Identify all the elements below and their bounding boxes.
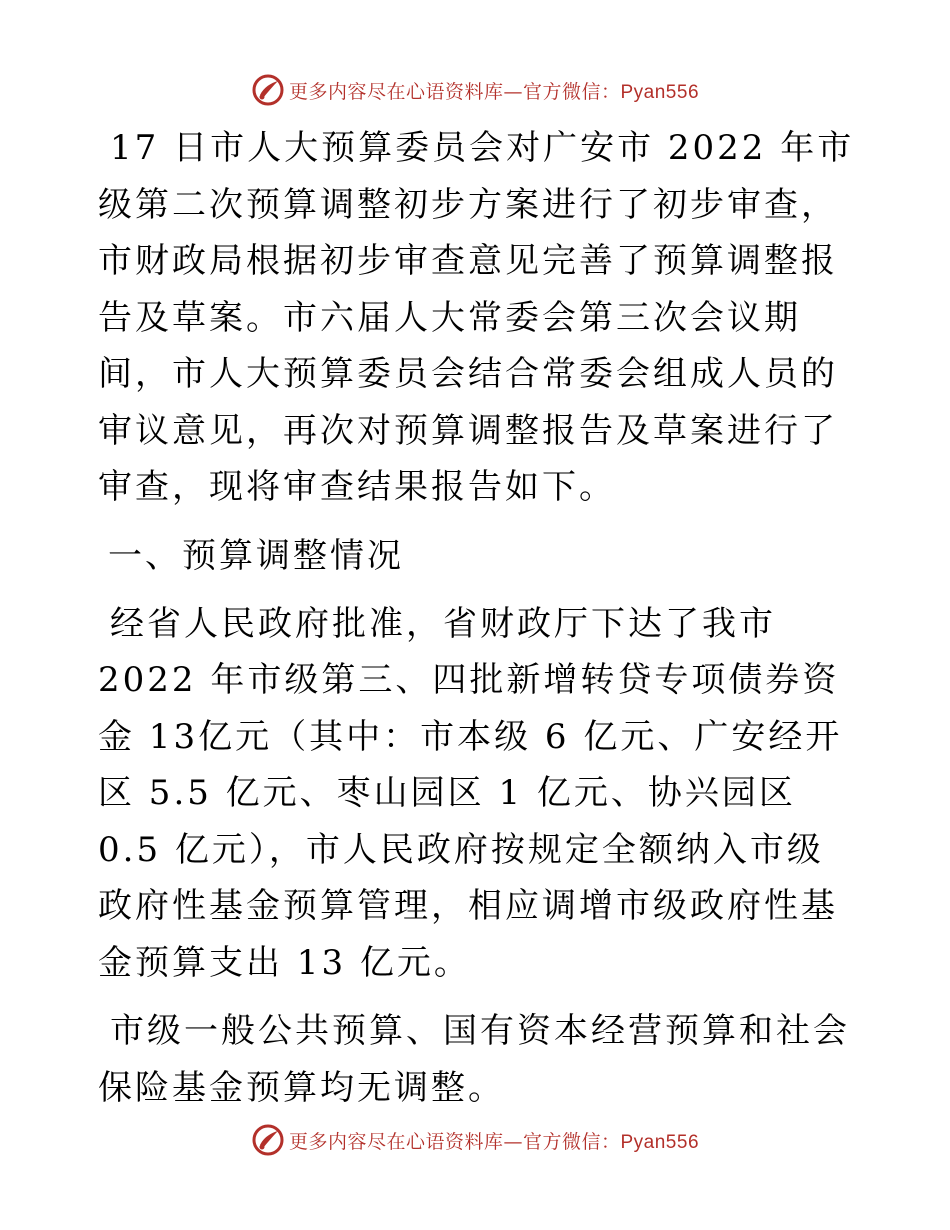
wechat-id: Pyan556 <box>620 1131 700 1153</box>
paragraph-intro: 17 日市人大预算委员会对广安市 2022 年市级第二次预算调整初步方案进行了初步审查，市财政局根据初步审查意见完善了预算调整报告及草案。市六届人大常委会第三次会议期间，市人大预算委员会结合常委会组成人员的审议意见，再次对预算调整报告及草案进行了审查，现将审查结果报告如下。 <box>98 128 855 507</box>
document-body <box>98 120 858 1116</box>
brush-logo-icon <box>251 1123 285 1157</box>
watermark-text: 更多内容尽在心语资料库—官方微信：Pyan556 <box>288 80 700 103</box>
paragraph-adjustment: 经省人民政府批准，省财政厅下达了我市 2022 年市级第三、四批新增转贷专项债券资金 13亿元（其中：市本级 6 亿元、广安经开区 5.5 亿元、枣山园区 1 亿元、协兴园区 0.5 亿元），市人民政府按规定全额纳入市级政府性基金预算管理，相应调增市级政府性基金预算支出 13 亿元。 <box>98 603 843 983</box>
header-watermark <box>0 70 950 110</box>
brush-logo-icon <box>251 73 285 107</box>
watermark-text: 更多内容尽在心语资料库—官方微信：Pyan556 <box>288 1130 700 1153</box>
section-heading: 一、预算调整情况 <box>108 535 404 576</box>
wechat-id: Pyan556 <box>620 81 700 103</box>
footer-watermark <box>0 1120 950 1160</box>
paragraph-no-adjustment: 市级一般公共预算、国有资本经营预算和社会保险基金预算均无调整。 <box>98 1011 850 1108</box>
